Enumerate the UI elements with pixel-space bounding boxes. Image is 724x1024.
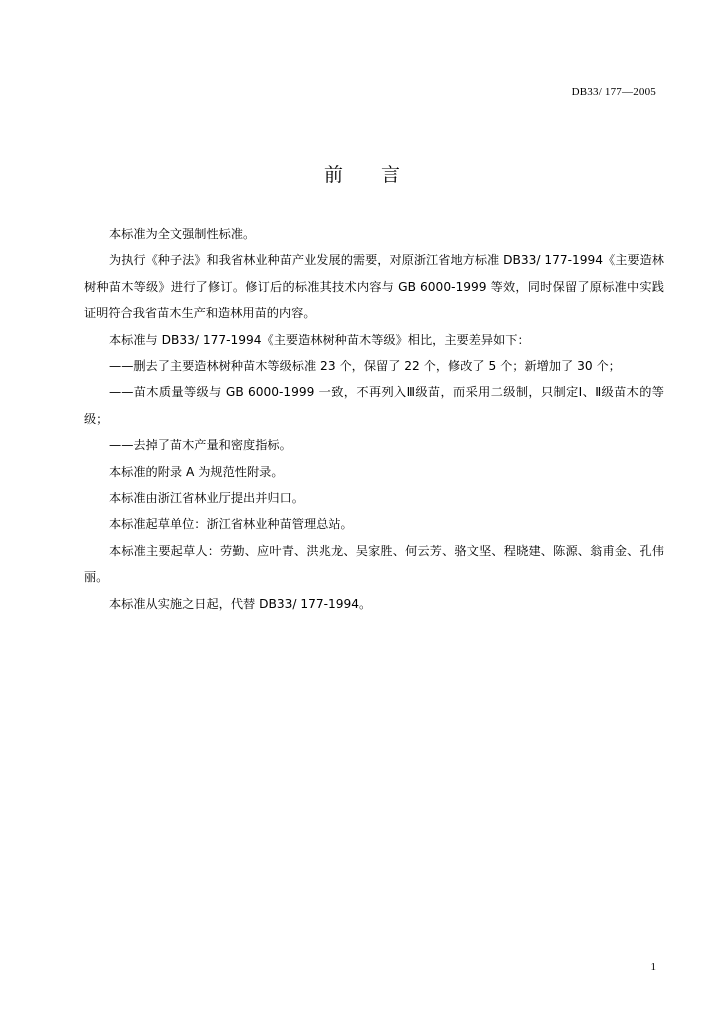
paragraph-drafters: 本标准主要起草人：劳勤、应叶青、洪兆龙、吴家胜、何云芳、骆文坚、程晓建、陈源、翁甫金、孔伟丽。 bbox=[84, 543, 664, 585]
paragraph-difference-1: ——删去了主要造林树种苗木等级标准 23 个，保留了 22 个，修改了 5 个；新增加了 30 个； bbox=[109, 359, 621, 374]
paragraph-revision-purpose: 为执行《种子法》和我省林业种苗产业发展的需要，对原浙江省地方标准 DB33/ 177-1994《主要造林树种苗木等级》进行了修订。修订后的标准其技术内容与 GB 6000-1999 等效，同时保留了原标准中实践证明符合我省苗木生产和造林用苗的内容。 bbox=[84, 253, 664, 321]
paragraph-appendix: 本标准的附录 A 为规范性附录。 bbox=[109, 464, 284, 479]
paragraph-mandatory: 本标准为全文强制性标准。 bbox=[109, 227, 256, 241]
page-number: 1 bbox=[650, 961, 656, 973]
paragraph-differences-intro: 本标准与 DB33/ 177-1994《主要造林树种苗木等级》相比，主要差异如下： bbox=[109, 332, 530, 347]
paragraph-drafting-unit: 本标准起草单位：浙江省林业种苗管理总站。 bbox=[109, 517, 353, 532]
document-code: DB33/ 177—2005 bbox=[571, 86, 656, 98]
paragraph-difference-3: ——去掉了苗木产量和密度指标。 bbox=[109, 438, 292, 453]
paragraph-difference-2: ——苗木质量等级与 GB 6000-1999 一致，不再列入Ⅲ级苗，而采用二级制，只制定Ⅰ、Ⅱ级苗木的等级； bbox=[84, 385, 664, 426]
paragraph-proposer: 本标准由浙江省林业厅提出并归口。 bbox=[109, 491, 304, 506]
foreword-body bbox=[84, 221, 664, 617]
page-title: 前 言 bbox=[323, 164, 417, 186]
paragraph-replacement: 本标准从实施之日起，代替 DB33/ 177-1994。 bbox=[109, 596, 372, 611]
